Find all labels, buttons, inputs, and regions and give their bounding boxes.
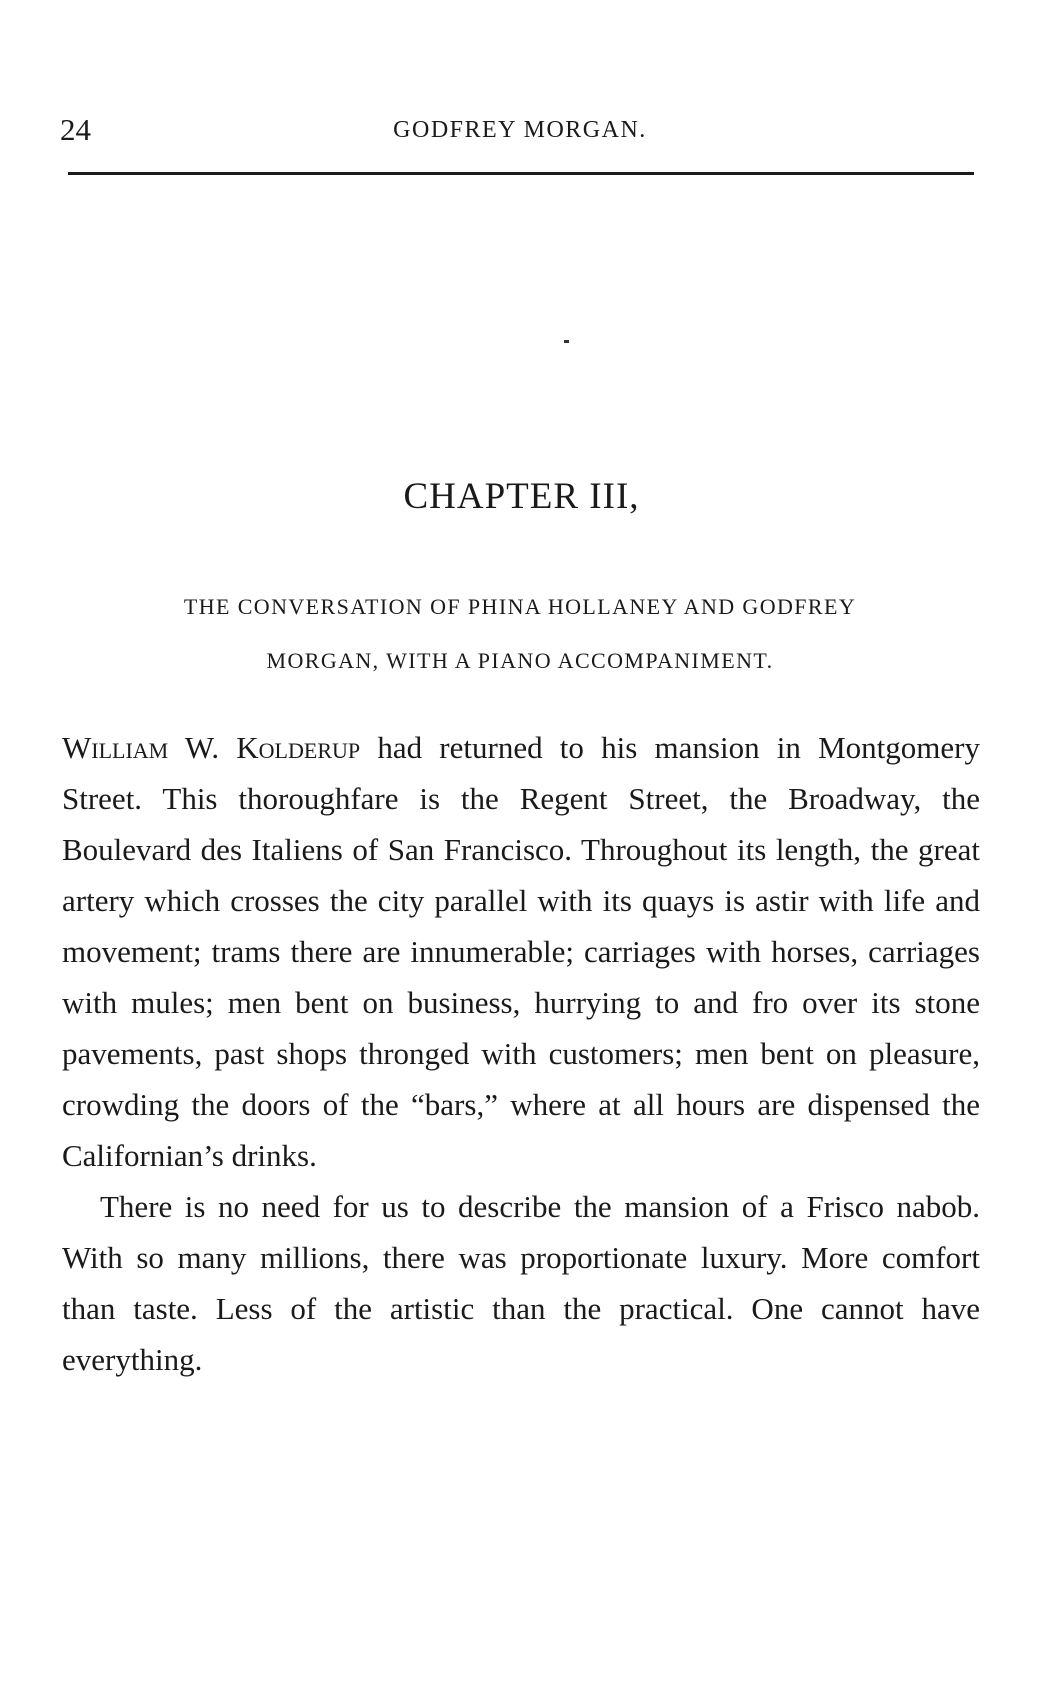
print-speck: [564, 340, 569, 343]
name-william: William: [62, 730, 169, 765]
chapter-subtitle-line-1: THE CONVERSATION OF PHINA HOLLANEY AND GODFREY: [183, 594, 857, 619]
paragraph-1: [62, 722, 980, 1181]
body-text: [62, 722, 980, 1385]
running-title: GODFREY MORGAN.: [393, 117, 647, 143]
running-head: [60, 108, 980, 152]
header-rule: [68, 172, 974, 175]
chapter-subtitle: [60, 580, 980, 688]
paragraph-1-text: had returned to his mansion in Montgomery Street. This thoroughfare is the Regent Street, the Broadway, the Boulevard des Italiens of San Francisco. Throughout its length, the great artery which crosses the city parallel with its quays is astir with life and movement; trams there are innumerable; carriages with horses, carriages with mules; men bent on business, hurrying to and fro over its stone pavements, past shops thronged with customers; men bent on pleasure, crowding the doors of the “bars,” where at all hours are dispensed the Californian’s drinks.: [62, 730, 980, 1173]
paragraph-2: There is no need for us to describe the mansion of a Frisco nabob. With so many millions, there was proportionate luxury. More comfort than taste. Less of the artistic than the practical. One cannot have everything.: [62, 1189, 980, 1377]
chapter-subtitle-line-2: MORGAN, WITH A PIANO ACCOMPANIMENT.: [266, 648, 774, 673]
chapter-title: CHAPTER III,: [403, 476, 640, 517]
page-number: 24: [60, 112, 91, 147]
name-initial: W.: [168, 730, 237, 765]
name-kolderup: Kolderup: [236, 730, 361, 765]
